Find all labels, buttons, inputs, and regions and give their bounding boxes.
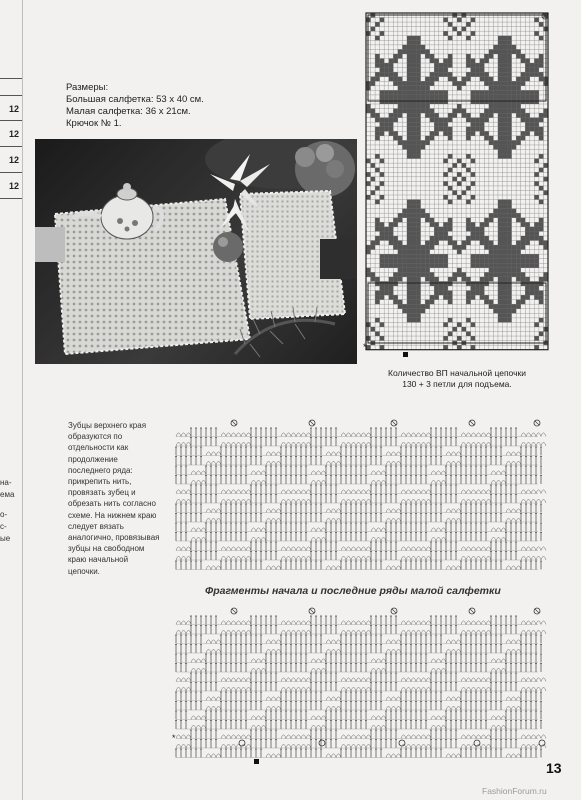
divider — [0, 78, 22, 79]
cut-off-text: о- — [0, 510, 8, 519]
large-doily-size: Большая салфетка: 53 x 40 см. — [66, 94, 204, 105]
cut-off-text: ема — [0, 490, 15, 499]
cut-off-table — [0, 95, 22, 199]
edge-instructions: Зубцы верхнего края образуются по отдельности как продолжение последнего ряда: прикрепить нить, провязать зубец и обрезать нить согласно схеме. На нижнем краю следует вязать аналогично, провязывая зубцы на свободном краю начальной цепочки. — [68, 421, 160, 576]
cut-off-text: ые — [0, 534, 11, 543]
large-doily-chart — [363, 10, 551, 362]
caption-line-1: Количество ВП начальной цепочки — [388, 368, 526, 378]
start-mark: * — [172, 733, 176, 743]
sizes-block — [66, 82, 204, 130]
doily-photo — [35, 139, 357, 364]
scallop-markers — [231, 420, 540, 426]
cut-off-text: с- — [0, 522, 7, 531]
table-row: 12 — [0, 147, 22, 173]
stitch-diagram — [172, 605, 550, 767]
edge-scallops-chart — [172, 417, 550, 577]
photo-illustration — [35, 139, 357, 364]
chain-count-caption — [363, 368, 551, 390]
small-doily-fragment-chart — [172, 605, 550, 767]
small-doily-size: Малая салфетка: 36 x 21см. — [66, 106, 191, 117]
binding-strip — [0, 0, 23, 800]
table-row: 12 — [0, 95, 22, 121]
section-title: Фрагменты начала и последние ряды малой салфетки — [205, 585, 501, 597]
caption-line-2: 130 + 3 петли для подъема. — [402, 379, 512, 389]
start-mark: * — [363, 342, 367, 352]
hook-size: Крючок № 1. — [66, 118, 122, 129]
table-row: 12 — [0, 173, 22, 199]
cut-off-text: на- — [0, 478, 12, 487]
table-row: 12 — [0, 121, 22, 147]
watermark: FashionForum.ru — [482, 786, 547, 796]
page-number: 13 — [546, 760, 562, 776]
sizes-heading: Размеры: — [66, 82, 109, 93]
stitch-rows — [175, 616, 546, 758]
filet-grid-chart — [363, 10, 551, 362]
stitch-rows — [175, 428, 546, 570]
stitch-diagram — [172, 417, 550, 577]
